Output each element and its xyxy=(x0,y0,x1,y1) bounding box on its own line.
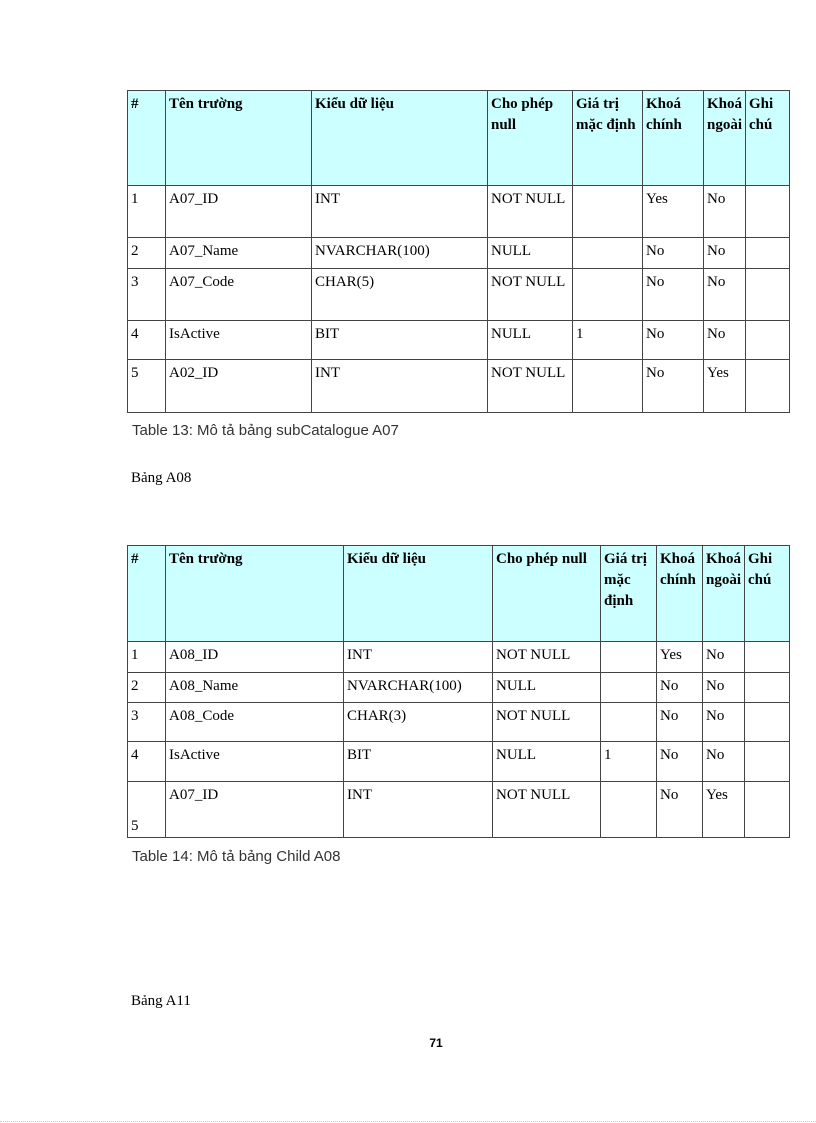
table-cell: NVARCHAR(100) xyxy=(312,238,488,269)
header-cell: Cho phép null xyxy=(488,91,573,186)
table-cell: NOT NULL xyxy=(488,360,573,413)
table-cell: 2 xyxy=(128,673,166,703)
table-cell: 4 xyxy=(128,742,166,782)
table-cell: Yes xyxy=(703,782,745,838)
table-cell xyxy=(601,673,657,703)
table-cell: 3 xyxy=(128,269,166,321)
table-cell: INT xyxy=(344,782,493,838)
table-cell: 1 xyxy=(601,742,657,782)
table-row xyxy=(128,186,790,238)
table-cell xyxy=(745,742,790,782)
page-divider xyxy=(0,1121,816,1122)
header-cell: Tên trường xyxy=(166,546,344,642)
table-row xyxy=(128,673,790,703)
table-cell: 4 xyxy=(128,321,166,360)
page-number: 71 xyxy=(429,1036,443,1050)
table-cell xyxy=(745,642,790,673)
table-cell xyxy=(573,360,643,413)
table-cell: 1 xyxy=(128,186,166,238)
table-row xyxy=(128,269,790,321)
table-cell: Yes xyxy=(643,186,704,238)
table-caption: Table 14: Mô tả bảng Child A08 xyxy=(132,848,341,865)
table-cell: No xyxy=(657,782,703,838)
table-cell: No xyxy=(643,238,704,269)
table-cell xyxy=(746,321,790,360)
table-cell: Yes xyxy=(657,642,703,673)
table-cell: No xyxy=(703,742,745,782)
header-cell: Khoá chính xyxy=(643,91,704,186)
table-cell xyxy=(746,360,790,413)
table-cell: No xyxy=(657,673,703,703)
table-caption: Table 13: Mô tả bảng subCatalogue A07 xyxy=(132,422,399,439)
table-cell: A08_ID xyxy=(166,642,344,673)
table-cell: NVARCHAR(100) xyxy=(344,673,493,703)
table-cell: 2 xyxy=(128,238,166,269)
table-cell: No xyxy=(643,269,704,321)
table-cell xyxy=(573,238,643,269)
table-row xyxy=(128,782,790,838)
table-cell xyxy=(745,673,790,703)
table-cell: CHAR(3) xyxy=(344,703,493,742)
table-cell: 5 xyxy=(128,360,166,413)
table-cell: NULL xyxy=(493,673,601,703)
table-cell xyxy=(745,782,790,838)
table-cell xyxy=(573,186,643,238)
table-cell xyxy=(573,269,643,321)
table-cell: Yes xyxy=(704,360,746,413)
table-cell: 3 xyxy=(128,703,166,742)
table-cell: INT xyxy=(312,360,488,413)
table-row xyxy=(128,642,790,673)
table-cell xyxy=(601,782,657,838)
table-cell: CHAR(5) xyxy=(312,269,488,321)
header-cell: Tên trường xyxy=(166,91,312,186)
section-label: Bảng A11 xyxy=(131,993,191,1009)
table-cell: No xyxy=(657,703,703,742)
header-cell: Giá trị mặc định xyxy=(601,546,657,642)
table-cell: NOT NULL xyxy=(488,269,573,321)
table-cell: A02_ID xyxy=(166,360,312,413)
table-cell: IsActive xyxy=(166,321,312,360)
table-cell: 1 xyxy=(128,642,166,673)
table-cell: BIT xyxy=(344,742,493,782)
table-row xyxy=(128,703,790,742)
table-cell: INT xyxy=(312,186,488,238)
table-header-row xyxy=(128,546,790,642)
table-cell: NOT NULL xyxy=(488,186,573,238)
table-cell: No xyxy=(703,703,745,742)
table-cell xyxy=(746,269,790,321)
header-cell: # xyxy=(128,91,166,186)
table-cell: NOT NULL xyxy=(493,642,601,673)
table-row xyxy=(128,360,790,413)
header-cell: Ghi chú xyxy=(745,546,790,642)
table-cell: No xyxy=(704,186,746,238)
table-cell: No xyxy=(703,642,745,673)
table-cell: NULL xyxy=(493,742,601,782)
table-cell: 1 xyxy=(573,321,643,360)
table-cell: INT xyxy=(344,642,493,673)
table-cell: A08_Name xyxy=(166,673,344,703)
table-cell: No xyxy=(703,673,745,703)
table-cell: A07_ID xyxy=(166,782,344,838)
header-cell: Khoá chính xyxy=(657,546,703,642)
table-cell: NOT NULL xyxy=(493,782,601,838)
table-cell: No xyxy=(643,360,704,413)
table-cell: A07_ID xyxy=(166,186,312,238)
table-cell: No xyxy=(657,742,703,782)
table-row xyxy=(128,238,790,269)
header-cell: Kiểu dữ liệu xyxy=(312,91,488,186)
header-cell: # xyxy=(128,546,166,642)
table-cell xyxy=(745,703,790,742)
table-cell xyxy=(746,186,790,238)
header-cell: Ghi chú xyxy=(746,91,790,186)
table-cell: 5 xyxy=(128,782,166,838)
table-a08 xyxy=(127,545,790,838)
table-cell: BIT xyxy=(312,321,488,360)
table-row xyxy=(128,742,790,782)
table-cell: NOT NULL xyxy=(493,703,601,742)
table-row xyxy=(128,321,790,360)
table-cell: A07_Code xyxy=(166,269,312,321)
header-cell: Khoá ngoài xyxy=(703,546,745,642)
header-cell: Kiểu dữ liệu xyxy=(344,546,493,642)
table-cell: No xyxy=(704,269,746,321)
header-cell: Khoá ngoài xyxy=(704,91,746,186)
table-cell xyxy=(601,642,657,673)
table-cell: A08_Code xyxy=(166,703,344,742)
table-cell: No xyxy=(643,321,704,360)
table-cell: NULL xyxy=(488,238,573,269)
table-cell: A07_Name xyxy=(166,238,312,269)
table-cell: No xyxy=(704,321,746,360)
header-cell: Giá trị mặc định xyxy=(573,91,643,186)
table-cell: No xyxy=(704,238,746,269)
table-cell xyxy=(601,703,657,742)
section-label: Bảng A08 xyxy=(131,470,192,486)
table-cell: NULL xyxy=(488,321,573,360)
table-a07 xyxy=(127,90,790,413)
table-cell xyxy=(746,238,790,269)
table-cell: IsActive xyxy=(166,742,344,782)
table-header-row xyxy=(128,91,790,186)
header-cell: Cho phép null xyxy=(493,546,601,642)
